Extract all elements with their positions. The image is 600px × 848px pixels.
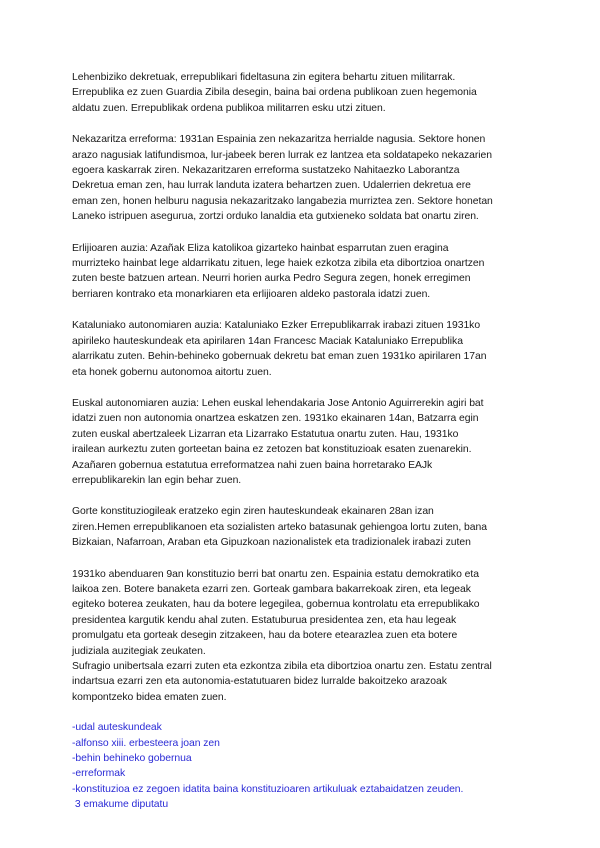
- paragraph-basque-autonomy: [72, 396, 542, 488]
- text-line: egiteko boterea zeukaten, hau da botere legegilea, gobernua kontrolatu eta errepublikako: [72, 599, 480, 611]
- text-line: egoera kaskarrak ziren. Nekazaritzaren erreforma sustatzeko Nahitaezko Laborantza: [72, 165, 460, 177]
- text-line: Nekazaritza erreforma: 1931an Espainia zen nekazaritza herrialde nagusia. Sektore honen: [72, 134, 486, 146]
- text-line: zuten beste batzuen artean. Neurri horien aurka Pedro Segura zegen, honek erregimen: [72, 273, 471, 285]
- text-line: presidentea kargutik kendu ahal zuten. Estatuburua presidentea zen, eta hau legeak: [72, 614, 457, 626]
- text-line: judiziala auzitegiak zeukaten.: [72, 645, 206, 657]
- document-body: [72, 70, 542, 813]
- paragraph-decrees: [72, 70, 542, 116]
- paragraph-constitution: [72, 567, 542, 706]
- text-line: apirileko hauteskundeak eta apirilaren 14an Francesc Maciak Kataluniako Errepublika: [72, 335, 463, 347]
- text-line: ziren.Hemen errepublikanoen eta sozialisten arteko batasunak gehiengoa lortu zuten, bana: [72, 521, 487, 533]
- text-line: Erlijioaren auzia: Azañak Eliza katolikoa gizarteko hainbat esparrutan zuen eragina: [72, 242, 449, 254]
- text-line: irailean aurkeztu zuten gorteetan baina ez zetozen bat konstituzioak esaten zuenarekin.: [72, 444, 472, 456]
- text-line: Kataluniako autonomiaren auzia: Kataluniako Ezker Errepublikarrak irabazi zituen 1931ko: [72, 320, 481, 332]
- text-line: Bizkaian, Nafarroan, Araban eta Gipuzkoan nazionalistek eta tradizionalek irabazi zuten: [72, 537, 471, 549]
- text-line: berriaren kontrako eta monarkiaren eta erlijioaren aldeko pastorala idatzi zuen.: [72, 288, 431, 300]
- text-line: indartsua ezarri zen eta autonomia-estatutuaren bidez lurralde bakoitzeko arazoak: [72, 676, 447, 688]
- note-item: -behin behineko gobernua: [72, 753, 192, 765]
- text-line: errepublikarekin lan egin behar zuen.: [72, 474, 242, 486]
- note-item: 3 emakume diputatu: [72, 799, 169, 811]
- text-line: promulgatu eta gorteak desegin zitzakeen, hau da botere etearazlea zuen eta botere: [72, 630, 458, 642]
- text-line: Laneko istripuen asegurua, zortzi orduko lanaldia eta gutxieneko soldata bat onartu ziren.: [72, 211, 479, 223]
- note-item: -erreformak: [72, 768, 126, 780]
- text-line: eta honek gobernu autonomoa aitortu zuen.: [72, 366, 272, 378]
- text-line: Gorte konstituziogileak eratzeko egin ziren hauteskundeak ekainaren 28an izan: [72, 506, 434, 518]
- paragraph-agrarian-reform: [72, 132, 542, 224]
- text-line: zuten euskal abertzaleek Lizarran eta Lizarrako Estatutua onartu zuten. Hau, 1931ko: [72, 428, 459, 440]
- text-line: Azañaren gobernua estatutua erreformatzea nahi zuen baina horretarako EAJk: [72, 459, 433, 471]
- text-line: idatzi zuen non autonomia onartzea eskatzen zen. 1931ko ekainaren 14an, Batzarra egin: [72, 413, 479, 425]
- paragraph-elections: [72, 504, 542, 550]
- note-item: -konstituzioa ez zegoen idatita baina konstituzioaren artikuluak eztabaidatzen zeuden.: [72, 783, 464, 795]
- text-line: eman zen, honen helburu nagusia nekazaritzako langabezia murriztea zen. Sektore honetan: [72, 195, 493, 207]
- paragraph-religion: [72, 241, 542, 303]
- note-item: -udal auteskundeak: [72, 722, 162, 734]
- text-line: Dekretua eman zen, hau lurrak landuta izatera behartzen zuen. Udalerrien dekretua ere: [72, 180, 471, 192]
- text-line: Euskal autonomiaren auzia: Lehen euskal lehendakaria Jose Antonio Aguirrerekin agiri bat: [72, 397, 484, 409]
- text-line: laikoa zen. Botere banaketa ezarri zen. Gorteak gambara bakarrekoak ziren, eta legeak: [72, 583, 471, 595]
- text-line: kompontzeko bidea ematen zuen.: [72, 691, 227, 703]
- text-line: aldatu zuen. Errepublikak ordena publikoa militarren esku utzi zituen.: [72, 102, 386, 114]
- text-line: murrizteko hainbat lege aldarrikatu zituen, lege haiek ezkotza zibila eta dibortzioa onartzen: [72, 258, 485, 270]
- paragraph-catalan-autonomy: [72, 318, 542, 380]
- text-line: arazo nagusiak latifundismoa, lur-jabeek beren lurrak ez lantzea eta soldatapeko nekazarien: [72, 149, 492, 161]
- text-line: Sufragio unibertsala ezarri zuten eta ezkontza zibila eta dibortzioa onartu zen. Estatu zentral: [72, 661, 492, 672]
- text-line: alarrikatu zuten. Behin-behineko gobernuak dekretu bat eman zuen 1931ko apirilaren 17an: [72, 351, 487, 363]
- note-item: -alfonso xiii. erbesteera joan zen: [72, 737, 220, 749]
- notes-list: [72, 720, 542, 812]
- text-line: Errepublika ez zuen Guardia Zibila desegin, baina bai ordena publikoan zuen hegemonia: [72, 87, 477, 99]
- text-line: 1931ko abenduaren 9an konstituzio berri bat onartu zen. Espainia estatu demokratiko eta: [72, 568, 479, 580]
- text-line: Lehenbiziko dekretuak, errepublikari fideltasuna zin egitera behartu zituen militarrak.: [72, 72, 456, 83]
